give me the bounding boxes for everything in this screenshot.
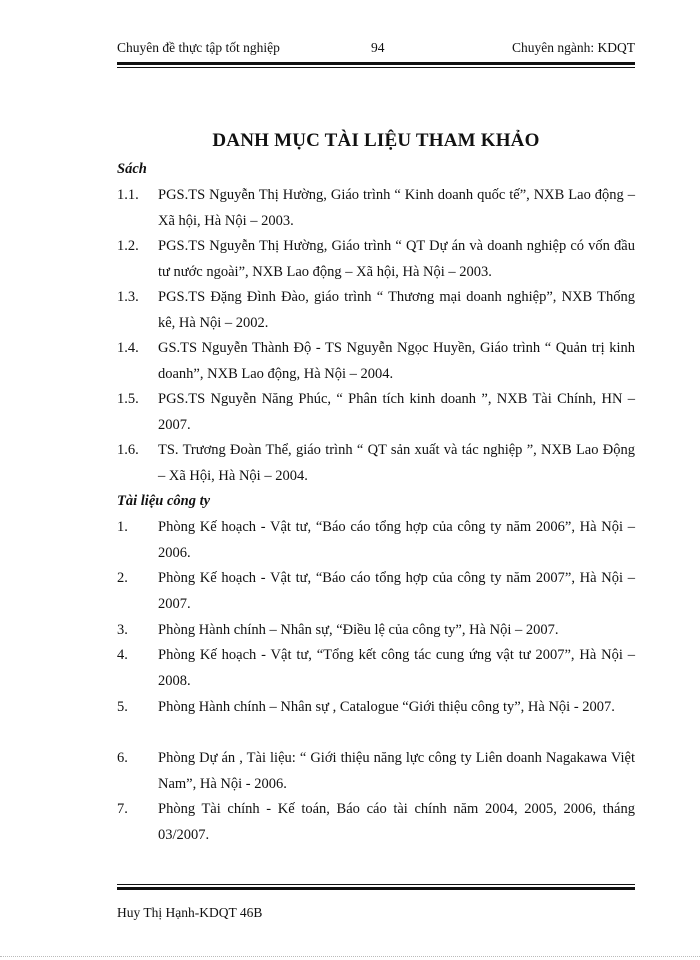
- page-header: [117, 36, 635, 58]
- list-item: [117, 514, 635, 566]
- item-number: 1.5.: [117, 391, 139, 407]
- header-document-title: Chuyên đề thực tập tốt nghiệp: [117, 40, 280, 55]
- item-text: Phòng Hành chính – Nhân sự, “Điều lệ của công ty”, Hà Nội – 2007.: [158, 622, 559, 638]
- page-bottom-dotted-line: [0, 956, 700, 957]
- section-heading-books: Sách: [117, 161, 147, 177]
- item-number: 1.2.: [117, 238, 139, 254]
- item-text: PGS.TS Nguyễn Thị Hường, Giáo trình “ QT Dự án và doanh nghiệp có vốn đầu tư nước ngoài”, NXB Lao động – Xã hội, Hà Nội – 2003.: [158, 238, 635, 280]
- item-number: 3.: [117, 622, 128, 638]
- item-number: 1.3.: [117, 289, 139, 305]
- list-item: [117, 386, 635, 438]
- item-text: PGS.TS Đặng Đình Đào, giáo trình “ Thương mại doanh nghiệp”, NXB Thống kê, Hà Nội – 2002.: [158, 289, 635, 331]
- item-text: Phòng Hành chính – Nhân sự , Catalogue “Giới thiệu công ty”, Hà Nội - 2007.: [158, 699, 615, 715]
- item-text: GS.TS Nguyễn Thành Độ - TS Nguyễn Ngọc Huyền, Giáo trình “ Quản trị kinh doanh”, NXB Lao động, Hà Nội – 2004.: [158, 340, 635, 382]
- item-number: 1.: [117, 519, 128, 535]
- footer-rule-thick: [117, 887, 635, 890]
- item-text: Phòng Dự án , Tài liệu: “ Giới thiệu năng lực công ty Liên doanh Nagakawa Việt Nam”, Hà Nội - 2006.: [158, 750, 635, 792]
- item-number: 4.: [117, 647, 128, 663]
- list-item: [117, 617, 635, 643]
- item-number: 1.4.: [117, 340, 139, 356]
- list-item: [117, 335, 635, 387]
- page-number: 94: [371, 40, 385, 55]
- item-text: PGS.TS Nguyễn Thị Hường, Giáo trình “ Kinh doanh quốc tế”, NXB Lao động – Xã hội, Hà Nội – 2003.: [158, 187, 635, 229]
- item-number: 1.6.: [117, 442, 139, 458]
- item-text: Phòng Tài chính - Kế toán, Báo cáo tài chính năm 2004, 2005, 2006, tháng 03/2007.: [158, 801, 635, 843]
- footer-author: Huy Thị Hạnh-KDQT 46B: [117, 905, 263, 920]
- item-number: 1.1.: [117, 187, 139, 203]
- header-rule-thick: [117, 62, 635, 65]
- item-text: PGS.TS Nguyễn Năng Phúc, “ Phân tích kinh doanh ”, NXB Tài Chính, HN – 2007.: [158, 391, 635, 433]
- item-number: 7.: [117, 801, 128, 817]
- header-rule-thin: [117, 67, 635, 68]
- list-item: [117, 694, 635, 720]
- list-item: [117, 233, 635, 285]
- list-item: [117, 437, 635, 489]
- item-text: TS. Trương Đoàn Thể, giáo trình “ QT sản xuất và tác nghiệp ”, NXB Lao Động – Xã Hội, Hà Nội – 2004.: [158, 442, 635, 484]
- item-number: 5.: [117, 699, 128, 715]
- list-item: [117, 284, 635, 336]
- section-heading-company-documents: Tài liệu công ty: [117, 493, 211, 509]
- page-title: DANH MỤC TÀI LIỆU THAM KHẢO: [212, 130, 540, 151]
- list-item: [117, 745, 635, 797]
- list-item: [117, 565, 635, 617]
- item-number: 6.: [117, 750, 128, 766]
- item-text: Phòng Kế hoạch - Vật tư, “Báo cáo tổng hợp của công ty năm 2007”, Hà Nội – 2007.: [158, 570, 635, 612]
- header-major: Chuyên ngành: KDQT: [512, 40, 635, 55]
- list-item: [117, 796, 635, 848]
- item-number: 2.: [117, 570, 128, 586]
- item-text: Phòng Kế hoạch - Vật tư, “Báo cáo tổng hợp của công ty năm 2006”, Hà Nội – 2006.: [158, 519, 635, 561]
- item-text: Phòng Kế hoạch - Vật tư, “Tổng kết công tác cung ứng vật tư 2007”, Hà Nội – 2008.: [158, 647, 635, 689]
- list-item: [117, 642, 635, 694]
- footer-rule-thin: [117, 884, 635, 885]
- list-item: [117, 182, 635, 234]
